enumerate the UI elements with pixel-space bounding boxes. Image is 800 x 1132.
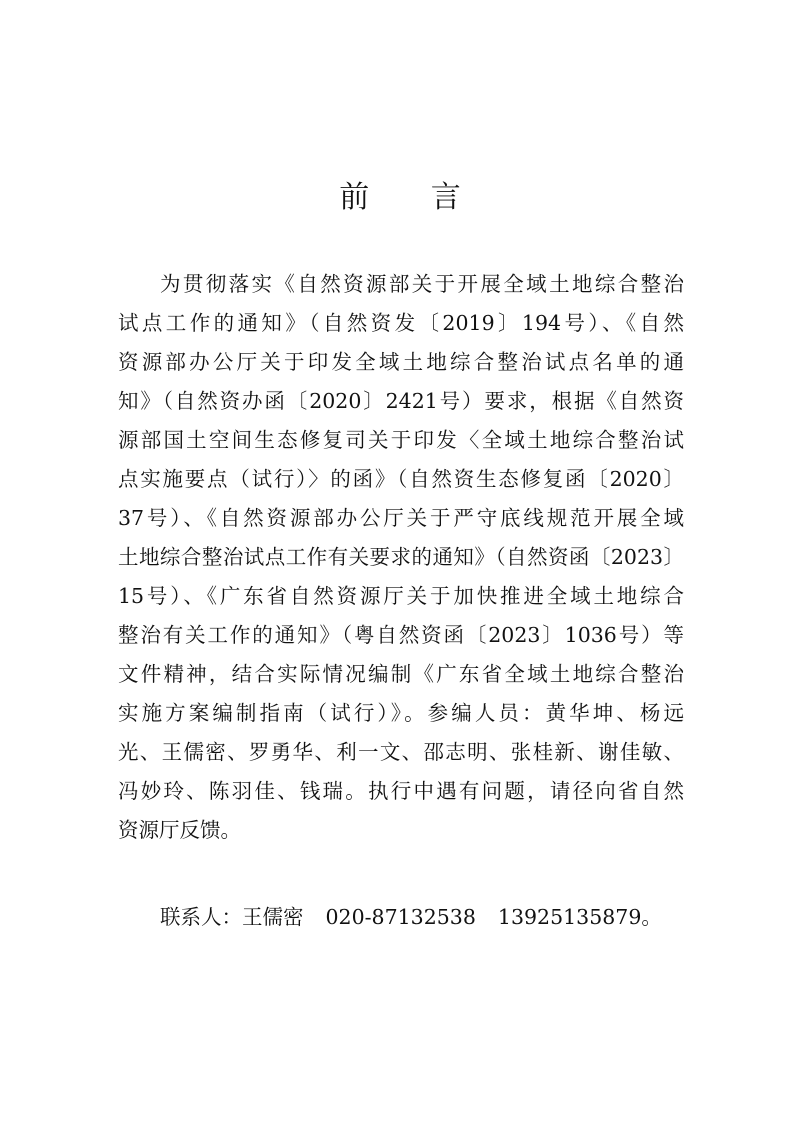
preface-line: 知》（自然资办函〔2020〕2421号）要求，根据《自然资 xyxy=(118,389,684,413)
page-title: 前 言 xyxy=(339,180,487,215)
preface-line: 源部国土空间生态修复司关于印发〈全域土地综合整治试 xyxy=(118,428,684,452)
preface-line: 15号）、《广东省自然资源厅关于加快推进全域土地综合 xyxy=(118,584,684,608)
preface-line: 光、王儒密、罗勇华、利一文、邵志明、张桂新、谢佳敏、 xyxy=(118,740,684,764)
contact-line xyxy=(160,898,662,937)
preface-line: 资源部办公厅关于印发全域土地综合整治试点名单的通 xyxy=(118,350,684,374)
contact-person: 联系人：王儒密 xyxy=(160,905,304,929)
preface-line: 点实施要点（试行）〉的函》（自然资生态修复函〔2020〕 xyxy=(118,467,684,491)
preface-line: 土地综合整治试点工作有关要求的通知》（自然资函〔2023〕 xyxy=(118,545,684,569)
preface-line: 资源厅反馈。 xyxy=(118,818,241,842)
preface-line: 实施方案编制指南（试行）》。参编人员：黄华坤、杨远 xyxy=(118,701,684,725)
preface-line: 37号）、《自然资源部办公厅关于严守底线规范开展全域 xyxy=(118,506,684,530)
preface-line: 试点工作的通知》（自然资发〔2019〕194号）、《自然 xyxy=(118,311,684,335)
preface-line: 为贯彻落实《自然资源部关于开展全域土地综合整治 xyxy=(160,272,684,296)
preface-line: 冯妙玲、陈羽佳、钱瑞。执行中遇有问题，请径向省自然 xyxy=(118,779,684,803)
preface-line: 整治有关工作的通知》（粤自然资函〔2023〕1036号）等 xyxy=(118,623,684,647)
preface-body xyxy=(118,265,684,850)
preface-line: 文件精神，结合实际情况编制《广东省全域土地综合整治 xyxy=(118,662,684,686)
contact-phone-mobile: 13925135879。 xyxy=(497,905,662,929)
contact-phone-office: 020-87132538 xyxy=(325,905,476,929)
